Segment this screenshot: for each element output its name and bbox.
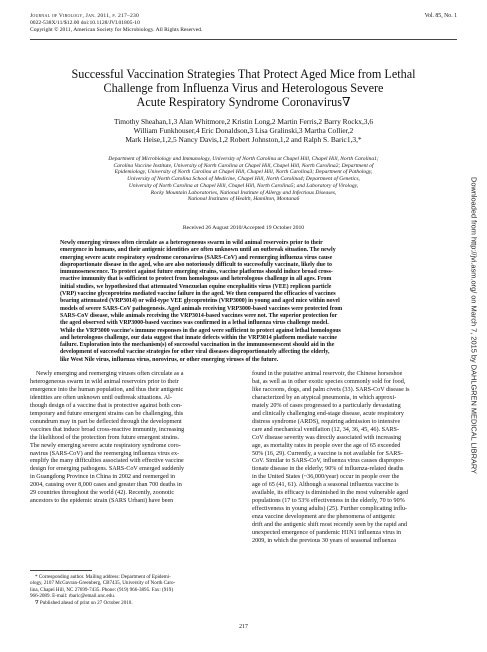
volume-issue: Vol. 85, No. 1 (424, 13, 457, 19)
abstract-line: development of successful vaccine strategies for other viral diseases disproportionately affecting the elderly, (60, 349, 330, 356)
author-list (30, 117, 457, 144)
body-line: care and mechanical ventilation (12, 34, 36, 45, 46). SARS- (252, 426, 399, 433)
body-line: the likelihood of the protection from future emergent strains. (30, 434, 180, 441)
body-line: heterogeneous swarm in wild animal reservoirs prior to their (30, 378, 179, 385)
body-line: age, as mortality rates in people over the age of 65 exceeded (252, 442, 401, 449)
body-line: emplify the many difficulties associated with effective vaccine (30, 458, 184, 465)
abstract-line: emergence in humans, and their antigenic identities are often unknown until an outbreak situation. The newly (60, 247, 336, 254)
abstract-line: SARS-CoV disease, while animals receiving the VRP3014-based vaccines were not. The superior protection for (60, 312, 338, 319)
author-line: Mark Heise,1,2,5 Nancy Davis,1,2 Robert Johnston,1,2 and Ralph S. Baric1,3,* (125, 135, 362, 144)
body-line: CoV disease severity was directly associated with increasing (252, 434, 402, 441)
body-line: unexpected emergence of pandemic H1N1 influenza virus in (252, 530, 402, 537)
body-line: enza vaccine development are the phenomena of antigenic (252, 514, 396, 521)
footnote-line: * Corresponding author. Mailing address: Department of Epidemi- (35, 574, 171, 580)
body-line: Newly emerging and reemerging viruses often circulate as a (36, 371, 184, 377)
affiliation-line: Department of Microbiology and Immunology, University of North Carolina at Chapel Hill, Chapel Hill, North Carolina1; (108, 156, 379, 162)
body-line: and clinically challenging end-stage disease, acute respiratory (252, 410, 404, 417)
body-line: distress syndrome (ARDS), requiring admission to intensive (252, 418, 401, 425)
issn-doi: 0022-538X/11/$12.00 doi:10.1128/JVI.01805-10 (30, 20, 140, 27)
affiliation-line: Carolina Vaccine Institute, University of North Carolina at Chapel Hill, Chapel Hill, North Carolina2; Department of (113, 162, 374, 169)
abstract-line: failure. Exploration into the mechanism(s) of successful vaccination in the immunosenescent should aid in the (60, 342, 335, 349)
abstract-line: initial studies, we hypothesized that attenuated Venezuelan equine encephalitis virus (VEE) replicon particle (60, 283, 332, 290)
body-line: age of 65 (41, 61). Although a seasonal influenza vaccine is (252, 482, 399, 489)
received-accepted-dates: Received 26 August 2010/Accepted 19 October 2010 (182, 225, 305, 231)
body-line: vaccines that induce broad cross-reactive immunity, increasing (30, 426, 185, 433)
footnote-line: lina, Chapel Hill, NC 27699-7435. Phone: (919) 966-3895. Fax: (919) (30, 586, 174, 593)
footnote-line: 966-2089. E-mail: rbaric@email.unc.edu. (30, 593, 116, 600)
body-line: design for emerging pathogens. SARS-CoV emerged suddenly (30, 466, 185, 473)
abstract-line: While the VRP3000 vaccine's immune responses in the aged were sufficient to protect against lethal homologous (60, 327, 341, 334)
body-line: 29 countries throughout the world (42). Recently, zoonotic (30, 490, 175, 497)
affiliation-line: University of North Carolina School of Medicine, Chapel Hill, North Carolina4; Department of Genetics, (127, 176, 360, 183)
body-line: effectiveness in young adults) (25). Further complicating influ- (252, 506, 408, 513)
abstract-line: Newly emerging viruses often circulate as a heterogeneous swarm in wild animal reservoirs prior to their (60, 240, 323, 246)
body-line: emergence into the human population, and thus their antigenic (30, 386, 184, 393)
body-line: bat, as well as in other exotic species commonly sold for food, (252, 378, 406, 385)
page-number: 217 (239, 624, 248, 630)
affiliation-line: National Institutes of Health, Hamilton, Montana6 (187, 196, 300, 203)
body-line: ancestors to the epidemic strain (SARS Urbani) have been (30, 498, 174, 505)
journal-header (30, 13, 330, 34)
body-line: populations (17 to 53% effectiveness in the elderly, 70 to 90% (252, 498, 405, 505)
abstract-line: emerging severe acute respiratory syndrome coronavirus (SARS-CoV) and reemerging influenza virus cause (60, 254, 333, 261)
body-line: in Guangdong Province in China in 2002 and reemerged in (30, 474, 176, 481)
title-line: Challenge from Influenza Virus and Heterologous Severe (103, 81, 384, 95)
body-line: temporary and future emergent strains can be challenging, this (30, 410, 184, 417)
abstract-line: disproportionate disease in the aged, who are also notoriously difficult to successfully vaccinate, likely due to (60, 261, 332, 268)
body-line: drift and the antigenic shift most recently seen by the rapid and (252, 522, 408, 529)
body-column-left (30, 371, 235, 506)
body-line: mately 20% of cases progressed to a particularly devastating (252, 402, 401, 409)
article-title (30, 67, 457, 109)
body-line: tionate disease in the elderly; 90% of influenza-related deaths (252, 466, 404, 473)
download-watermark-text: Downloaded from http://jvi.asm.org/ on March 7, 2015 by DAHLGREN MEDICAL LIBRARY (469, 177, 479, 474)
body-line: 50% (16, 29). Currently, a vaccine is not available for SARS- (252, 450, 403, 457)
abstract-line: bearing attenuated (VRP3014) or wild-type VEE glycoproteins (VRP3000) in young and aged mice within novel (60, 298, 340, 305)
body-line: in the United States (~36,000/year) occur in people over the (252, 474, 400, 481)
author-line: Timothy Sheahan,1,3 Alan Whitmore,2 Kristin Long,2 Martin Ferris,2 Barry Rockx,3,6 (113, 117, 374, 126)
body-line: found in the putative animal reservoir, the Chinese horseshoe (252, 371, 403, 377)
body-line: 2004, causing over 8,000 cases and greater than 700 deaths in (30, 482, 182, 489)
body-line: navirus (SARS-CoV) and the reemerging influenza virus ex- (30, 450, 180, 457)
abstract-line: (VRP) vaccine glycoproteins mediated vaccine failure in the aged. We then compared the efficacies of vaccines (60, 291, 336, 298)
body-line: identities are often unknown until outbreak situations. Al- (30, 394, 172, 401)
body-line: characterized by an atypical pneumonia, in which approxi- (252, 394, 397, 401)
body-line: conundrum may in part be deflected through the development (30, 418, 182, 425)
body-column-right (252, 371, 457, 546)
title-line: Acute Respiratory Syndrome Coronavirus∇ (136, 95, 351, 109)
journal-citation: Journal of Virology, Jan. 2011, p. 217–230 (30, 13, 140, 19)
affiliation-line: Epidemiology, University of North Carolina at Chapel Hill, Chapel Hill, North Carolina3; Department of Pathology, (114, 169, 373, 176)
abstract-line: models of severe SARS-CoV pathogenesis. Aged animals receiving VRP3000-based vaccines were protected from (60, 305, 343, 312)
affiliation-line: Rocky Mountain Laboratories, National Institute of Allergy and Infectious Diseases, (150, 189, 337, 196)
body-line: though design of a vaccine that is protective against both con- (30, 402, 183, 409)
footnote-line: ∇ Published ahead of print on 27 October 2010. (35, 599, 133, 606)
footnote-line: ology, 2107 McGavran-Greenberg, CB7435, University of North Caro- (30, 580, 176, 587)
abstract (60, 240, 430, 364)
body-line: 2009, in which the previous 30 years of seasonal influenza (252, 538, 396, 545)
abstract-line: immunosenescence. To protect against future emerging strains, vaccine platforms should induce broad cross- (60, 269, 333, 276)
body-line: The newly emerging severe acute respiratory syndrome coro- (30, 442, 181, 449)
abstract-line: reactive immunity that is sufficient to protect from homologous and heterologous challenge in all ages. From (60, 276, 332, 283)
affiliations (30, 156, 457, 203)
affiliation-line: University of North Carolina at Chapel Hill, Chapel Hill, North Carolina5; and Laboratory of Virology, (128, 182, 359, 189)
footnote-rule (30, 570, 92, 571)
title-line: Successful Vaccination Strategies That Protect Aged Mice from Lethal (71, 67, 416, 81)
abstract-line: and heterologous challenge, our data suggest that innate defects within the VRP3014 platform mediate vaccine (60, 334, 338, 341)
footnotes (30, 574, 235, 606)
abstract-line: the aged observed with VRP3000-based vaccines was confirmed in a lethal influenza virus challenge model. (60, 320, 329, 327)
copyright-notice: Copyright © 2011, American Society for Microbiology. All Rights Reserved. (30, 27, 203, 34)
abstract-line: like West Nile virus, influenza virus, norovirus, or other emerging viruses of the future. (60, 356, 279, 363)
body-line: like raccoons, dogs, and palm civets (33). SARS-CoV disease is (252, 386, 410, 393)
author-line: William Funkhouser,4 Eric Donaldson,3 Lisa Gralinski,3 Martha Collier,2 (133, 126, 354, 135)
body-line: available, its efficacy is diminished in the most vulnerable aged (252, 490, 409, 497)
body-line: CoV. Similar to SARS-CoV, influenza virus causes dispropor- (252, 458, 405, 465)
header-rule (30, 39, 457, 40)
